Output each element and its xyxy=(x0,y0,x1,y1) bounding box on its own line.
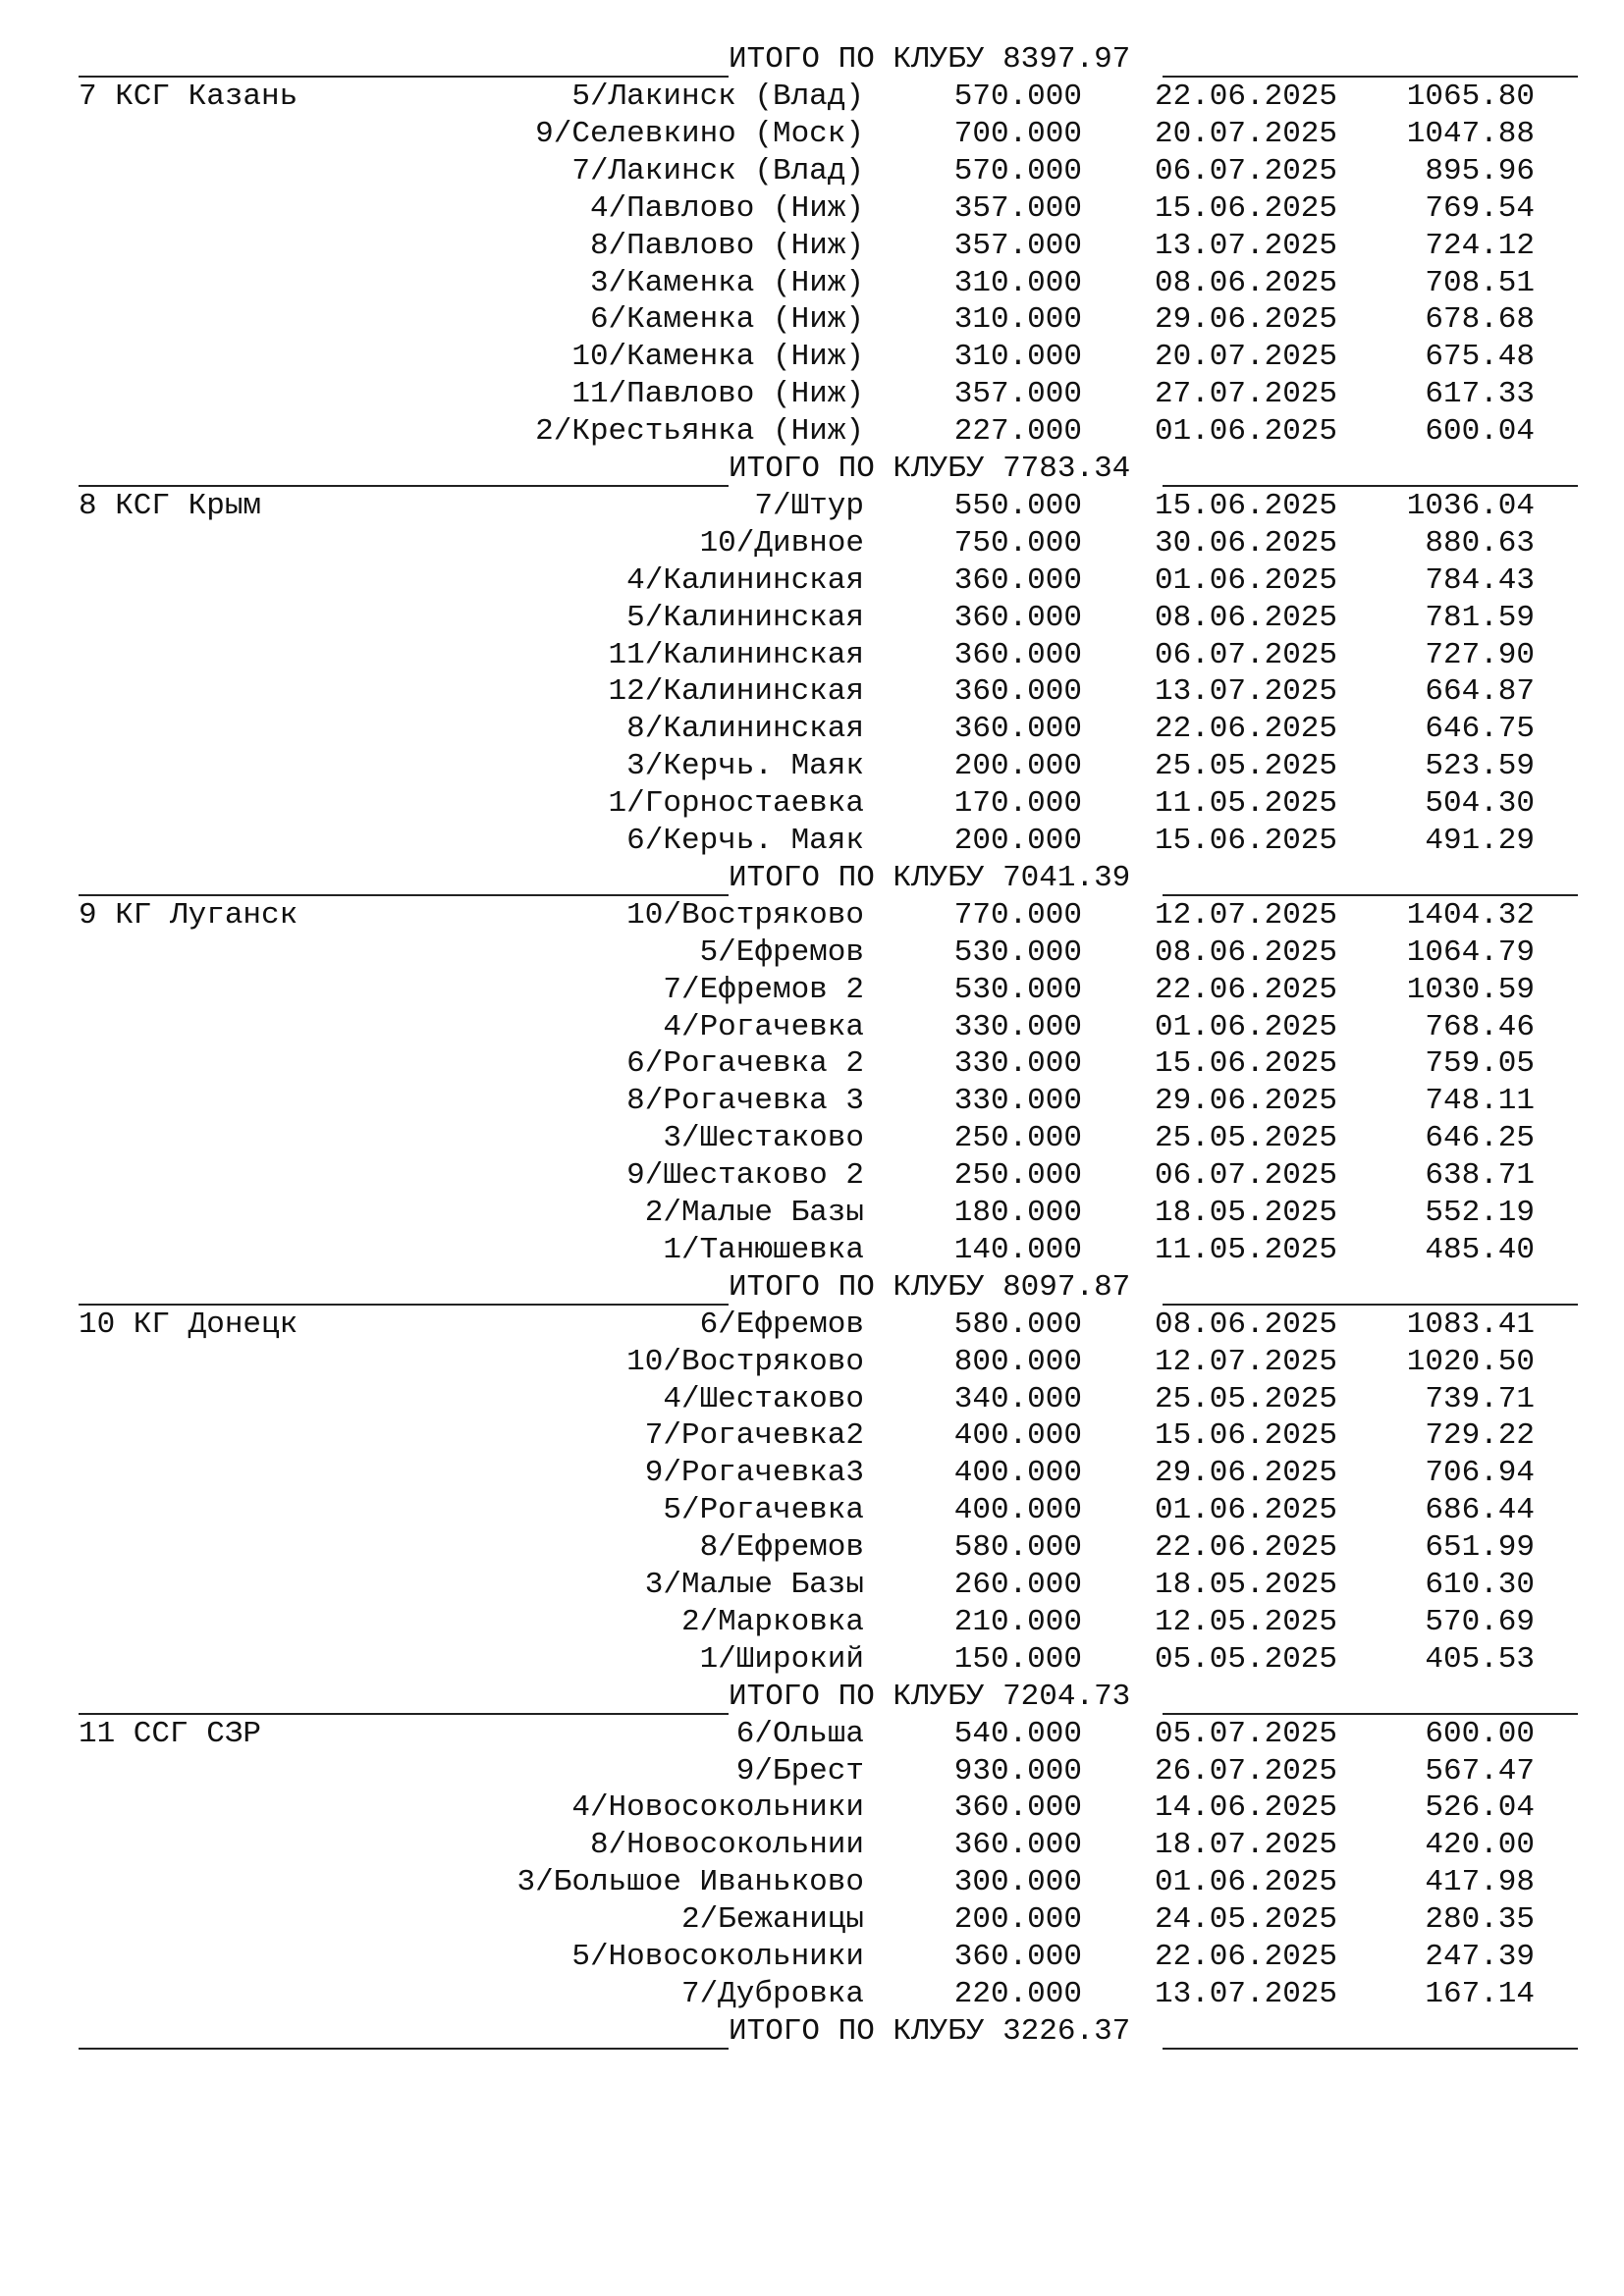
club-total-value: 3226.37 xyxy=(1002,2013,1131,2049)
date-cell: 30.06.2025 xyxy=(1154,525,1337,561)
distance-cell: 210.000 xyxy=(953,1604,1082,1639)
club-total-value: 7783.34 xyxy=(1002,452,1131,486)
separator-line-left xyxy=(79,76,729,78)
table-row xyxy=(0,116,1624,153)
date-cell: 15.06.2025 xyxy=(1154,190,1337,226)
date-cell: 15.06.2025 xyxy=(1154,824,1337,858)
table-row xyxy=(0,1157,1624,1195)
table-row xyxy=(0,1567,1624,1604)
table-row xyxy=(0,972,1624,1009)
date-cell: 22.06.2025 xyxy=(1154,972,1337,1007)
distance-cell: 180.000 xyxy=(953,1196,1082,1230)
score-cell: 675.48 xyxy=(1425,340,1535,375)
distance-cell: 400.000 xyxy=(953,1493,1082,1528)
table-row xyxy=(0,1232,1624,1269)
table-row xyxy=(0,1901,1624,1939)
distance-cell: 250.000 xyxy=(953,1158,1082,1194)
score-cell: 405.53 xyxy=(1425,1641,1535,1677)
table-row xyxy=(0,1381,1624,1418)
score-cell: 1083.41 xyxy=(1406,1307,1535,1342)
score-cell: 280.35 xyxy=(1425,1902,1535,1938)
table-row xyxy=(0,1789,1624,1827)
distance-cell: 150.000 xyxy=(953,1641,1082,1677)
distance-cell: 170.000 xyxy=(953,786,1082,822)
distance-cell: 200.000 xyxy=(953,1902,1082,1938)
score-cell: 729.22 xyxy=(1425,1418,1535,1454)
distance-cell: 200.000 xyxy=(953,824,1082,858)
date-cell: 06.07.2025 xyxy=(1154,153,1337,188)
date-cell: 05.05.2025 xyxy=(1154,1641,1337,1677)
club-total-separator xyxy=(0,2013,1624,2051)
date-cell: 25.05.2025 xyxy=(1154,1121,1337,1156)
stage-cell: 3/Керчь. Маяк xyxy=(626,749,864,784)
score-cell: 759.05 xyxy=(1425,1046,1535,1082)
date-cell: 15.06.2025 xyxy=(1154,1418,1337,1454)
date-cell: 15.06.2025 xyxy=(1154,1046,1337,1082)
separator-line-right xyxy=(1163,894,1578,896)
table-row xyxy=(0,488,1624,525)
separator-line-right xyxy=(1163,76,1578,78)
distance-cell: 570.000 xyxy=(953,153,1082,188)
distance-cell: 330.000 xyxy=(953,1046,1082,1082)
stage-cell: 2/Бежаницы xyxy=(680,1902,864,1938)
club-total-label: ИТОГО ПО КЛУБУ xyxy=(729,1269,985,1305)
distance-cell: 330.000 xyxy=(953,1009,1082,1044)
distance-cell: 530.000 xyxy=(953,934,1082,970)
table-row xyxy=(0,1529,1624,1567)
table-row xyxy=(0,1492,1624,1529)
table-row xyxy=(0,637,1624,674)
club-name: 10 КГ Донецк xyxy=(79,1307,298,1342)
table-row xyxy=(0,1641,1624,1679)
stage-cell: 4/Павлово (Ниж) xyxy=(589,190,864,226)
date-cell: 26.07.2025 xyxy=(1154,1753,1337,1789)
score-cell: 526.04 xyxy=(1425,1790,1535,1826)
club-total-value: 8397.97 xyxy=(1002,42,1131,77)
distance-cell: 360.000 xyxy=(953,600,1082,635)
date-cell: 20.07.2025 xyxy=(1154,340,1337,375)
table-row xyxy=(0,1864,1624,1901)
distance-cell: 530.000 xyxy=(953,972,1082,1007)
distance-cell: 357.000 xyxy=(953,190,1082,226)
date-cell: 06.07.2025 xyxy=(1154,637,1337,672)
stage-cell: 4/Шестаково xyxy=(663,1381,864,1416)
distance-cell: 227.000 xyxy=(953,414,1082,450)
date-cell: 12.07.2025 xyxy=(1154,1344,1337,1379)
table-row xyxy=(0,748,1624,785)
table-row xyxy=(0,1195,1624,1232)
stage-cell: 10/Каменка (Ниж) xyxy=(571,340,864,375)
date-cell: 22.06.2025 xyxy=(1154,80,1337,114)
date-cell: 11.05.2025 xyxy=(1154,786,1337,822)
stage-cell: 5/Рогачевка xyxy=(663,1493,864,1528)
distance-cell: 340.000 xyxy=(953,1381,1082,1416)
club-total-label: ИТОГО ПО КЛУБУ xyxy=(729,2013,985,2049)
distance-cell: 330.000 xyxy=(953,1084,1082,1119)
distance-cell: 357.000 xyxy=(953,228,1082,263)
distance-cell: 750.000 xyxy=(953,525,1082,561)
distance-cell: 930.000 xyxy=(953,1753,1082,1789)
date-cell: 25.05.2025 xyxy=(1154,749,1337,784)
date-cell: 25.05.2025 xyxy=(1154,1381,1337,1416)
table-row xyxy=(0,525,1624,562)
score-cell: 638.71 xyxy=(1425,1158,1535,1194)
club-total-separator xyxy=(0,1269,1624,1307)
stage-cell: 5/Лакинск (Влад) xyxy=(571,80,864,114)
distance-cell: 140.000 xyxy=(953,1232,1082,1267)
table-row xyxy=(0,190,1624,228)
score-cell: 1030.59 xyxy=(1406,972,1535,1007)
distance-cell: 250.000 xyxy=(953,1121,1082,1156)
score-cell: 617.33 xyxy=(1425,377,1535,412)
club-name: 9 КГ Луганск xyxy=(79,897,298,933)
stage-cell: 9/Селевкино (Моск) xyxy=(535,116,864,151)
stage-cell: 4/Рогачевка xyxy=(663,1009,864,1044)
score-cell: 485.40 xyxy=(1425,1232,1535,1267)
date-cell: 24.05.2025 xyxy=(1154,1902,1337,1938)
stage-cell: 7/Ефремов 2 xyxy=(663,972,864,1007)
score-cell: 552.19 xyxy=(1425,1196,1535,1230)
score-cell: 784.43 xyxy=(1425,562,1535,598)
table-row xyxy=(0,1009,1624,1046)
score-cell: 769.54 xyxy=(1425,190,1535,226)
stage-cell: 1/Танюшевка xyxy=(663,1232,864,1267)
club-name: 7 КСГ Казань xyxy=(79,80,298,114)
stage-cell: 5/Новосокольники xyxy=(571,1940,864,1974)
club-name: 8 КСГ Крым xyxy=(79,488,262,523)
separator-line-right xyxy=(1163,1713,1578,1715)
stage-cell: 7/Штур xyxy=(754,488,864,523)
score-cell: 610.30 xyxy=(1425,1568,1535,1602)
table-row xyxy=(0,376,1624,413)
club-total-separator xyxy=(0,451,1624,488)
date-cell: 12.07.2025 xyxy=(1154,897,1337,933)
date-cell: 06.07.2025 xyxy=(1154,1158,1337,1194)
separator-line-right xyxy=(1163,485,1578,487)
distance-cell: 360.000 xyxy=(953,712,1082,747)
score-cell: 880.63 xyxy=(1425,525,1535,561)
score-cell: 895.96 xyxy=(1425,153,1535,188)
score-cell: 646.75 xyxy=(1425,712,1535,747)
date-cell: 13.07.2025 xyxy=(1154,674,1337,710)
distance-cell: 360.000 xyxy=(953,562,1082,598)
score-cell: 748.11 xyxy=(1425,1084,1535,1119)
date-cell: 18.05.2025 xyxy=(1154,1568,1337,1602)
stage-cell: 10/Дивное xyxy=(699,525,864,561)
distance-cell: 300.000 xyxy=(953,1865,1082,1900)
score-cell: 1064.79 xyxy=(1406,934,1535,970)
club-total-value: 7204.73 xyxy=(1002,1679,1131,1714)
stage-cell: 5/Калининская xyxy=(626,600,864,635)
distance-cell: 800.000 xyxy=(953,1344,1082,1379)
score-cell: 706.94 xyxy=(1425,1456,1535,1491)
table-row xyxy=(0,1455,1624,1492)
club-total-label: ИТОГО ПО КЛУБУ xyxy=(729,42,985,77)
distance-cell: 310.000 xyxy=(953,265,1082,300)
score-cell: 491.29 xyxy=(1425,824,1535,858)
score-cell: 1404.32 xyxy=(1406,897,1535,933)
table-row xyxy=(0,413,1624,451)
distance-cell: 310.000 xyxy=(953,340,1082,375)
separator-line-left xyxy=(79,1304,729,1306)
date-cell: 01.06.2025 xyxy=(1154,1493,1337,1528)
stage-cell: 11/Павлово (Ниж) xyxy=(571,377,864,412)
stage-cell: 2/Малые Базы xyxy=(644,1196,864,1230)
stage-cell: 3/Каменка (Ниж) xyxy=(589,265,864,300)
distance-cell: 770.000 xyxy=(953,897,1082,933)
score-cell: 708.51 xyxy=(1425,265,1535,300)
date-cell: 13.07.2025 xyxy=(1154,1976,1337,2011)
date-cell: 29.06.2025 xyxy=(1154,1084,1337,1119)
score-cell: 504.30 xyxy=(1425,786,1535,822)
score-cell: 686.44 xyxy=(1425,1493,1535,1528)
score-cell: 651.99 xyxy=(1425,1530,1535,1566)
table-row xyxy=(0,823,1624,860)
table-row xyxy=(0,153,1624,190)
club-total-label: ИТОГО ПО КЛУБУ xyxy=(729,452,985,486)
score-cell: 1020.50 xyxy=(1406,1344,1535,1379)
club-total-text xyxy=(729,1269,1130,1307)
distance-cell: 400.000 xyxy=(953,1456,1082,1491)
stage-cell: 10/Востряково xyxy=(626,1344,864,1379)
date-cell: 01.06.2025 xyxy=(1154,562,1337,598)
score-cell: 678.68 xyxy=(1425,302,1535,338)
stage-cell: 3/Большое Иваньково xyxy=(516,1865,864,1900)
stage-cell: 4/Новосокольники xyxy=(571,1790,864,1826)
club-total-separator xyxy=(0,41,1624,79)
date-cell: 01.06.2025 xyxy=(1154,1865,1337,1900)
distance-cell: 357.000 xyxy=(953,377,1082,412)
date-cell: 29.06.2025 xyxy=(1154,302,1337,338)
stage-cell: 3/Малые Базы xyxy=(644,1568,864,1602)
score-cell: 1036.04 xyxy=(1406,488,1535,523)
table-row xyxy=(0,1827,1624,1864)
date-cell: 27.07.2025 xyxy=(1154,377,1337,412)
stage-cell: 7/Лакинск (Влад) xyxy=(571,153,864,188)
date-cell: 20.07.2025 xyxy=(1154,116,1337,151)
score-cell: 1065.80 xyxy=(1406,80,1535,114)
stage-cell: 8/Рогачевка 3 xyxy=(626,1084,864,1119)
distance-cell: 360.000 xyxy=(953,1940,1082,1974)
table-row xyxy=(0,934,1624,972)
separator-line-left xyxy=(79,894,729,896)
date-cell: 22.06.2025 xyxy=(1154,1940,1337,1974)
date-cell: 12.05.2025 xyxy=(1154,1604,1337,1639)
distance-cell: 260.000 xyxy=(953,1568,1082,1602)
table-row xyxy=(0,1716,1624,1753)
stage-cell: 12/Калининская xyxy=(608,674,864,710)
score-cell: 567.47 xyxy=(1425,1753,1535,1789)
stage-cell: 7/Рогачевка2 xyxy=(644,1418,864,1454)
table-row xyxy=(0,1307,1624,1344)
club-total-text xyxy=(729,451,1130,488)
date-cell: 01.06.2025 xyxy=(1154,1009,1337,1044)
table-row xyxy=(0,1753,1624,1790)
table-row xyxy=(0,785,1624,823)
club-total-label: ИТОГО ПО КЛУБУ xyxy=(729,1679,985,1714)
separator-line-left xyxy=(79,485,729,487)
table-row xyxy=(0,562,1624,600)
separator-line-right xyxy=(1163,1304,1578,1306)
date-cell: 15.06.2025 xyxy=(1154,488,1337,523)
score-cell: 727.90 xyxy=(1425,637,1535,672)
score-cell: 739.71 xyxy=(1425,1381,1535,1416)
distance-cell: 360.000 xyxy=(953,637,1082,672)
club-name: 11 ССГ СЗР xyxy=(79,1716,262,1751)
table-row xyxy=(0,897,1624,934)
date-cell: 11.05.2025 xyxy=(1154,1232,1337,1267)
date-cell: 29.06.2025 xyxy=(1154,1456,1337,1491)
stage-cell: 4/Калининская xyxy=(626,562,864,598)
score-cell: 570.69 xyxy=(1425,1604,1535,1639)
score-cell: 781.59 xyxy=(1425,600,1535,635)
date-cell: 22.06.2025 xyxy=(1154,712,1337,747)
distance-cell: 310.000 xyxy=(953,302,1082,338)
club-total-separator xyxy=(0,860,1624,897)
table-row xyxy=(0,301,1624,339)
stage-cell: 8/Павлово (Ниж) xyxy=(589,228,864,263)
table-row xyxy=(0,600,1624,637)
distance-cell: 220.000 xyxy=(953,1976,1082,2011)
date-cell: 13.07.2025 xyxy=(1154,228,1337,263)
distance-cell: 360.000 xyxy=(953,1790,1082,1826)
score-cell: 167.14 xyxy=(1425,1976,1535,2011)
date-cell: 08.06.2025 xyxy=(1154,934,1337,970)
score-cell: 600.04 xyxy=(1425,414,1535,450)
date-cell: 01.06.2025 xyxy=(1154,414,1337,450)
table-row xyxy=(0,1976,1624,2013)
score-cell: 523.59 xyxy=(1425,749,1535,784)
club-total-separator xyxy=(0,1679,1624,1716)
distance-cell: 400.000 xyxy=(953,1418,1082,1454)
score-cell: 247.39 xyxy=(1425,1940,1535,1974)
score-cell: 646.25 xyxy=(1425,1121,1535,1156)
distance-cell: 200.000 xyxy=(953,749,1082,784)
distance-cell: 580.000 xyxy=(953,1307,1082,1342)
stage-cell: 7/Дубровка xyxy=(680,1976,864,2011)
stage-cell: 6/Керчь. Маяк xyxy=(626,824,864,858)
table-row xyxy=(0,228,1624,265)
score-cell: 664.87 xyxy=(1425,674,1535,710)
stage-cell: 1/Горностаевка xyxy=(608,786,864,822)
stage-cell: 2/Крестьянка (Ниж) xyxy=(535,414,864,450)
stage-cell: 6/Ефремов xyxy=(699,1307,864,1342)
date-cell: 08.06.2025 xyxy=(1154,600,1337,635)
stage-cell: 6/Ольша xyxy=(735,1716,864,1751)
table-row xyxy=(0,339,1624,376)
table-row xyxy=(0,79,1624,116)
club-total-text xyxy=(729,1679,1130,1716)
stage-cell: 9/Рогачевка3 xyxy=(644,1456,864,1491)
distance-cell: 580.000 xyxy=(953,1530,1082,1566)
distance-cell: 550.000 xyxy=(953,488,1082,523)
separator-line-left xyxy=(79,1713,729,1715)
club-total-text xyxy=(729,41,1130,79)
table-row xyxy=(0,673,1624,711)
table-row xyxy=(0,1604,1624,1641)
stage-cell: 2/Марковка xyxy=(680,1604,864,1639)
date-cell: 18.05.2025 xyxy=(1154,1196,1337,1230)
stage-cell: 1/Широкий xyxy=(699,1641,864,1677)
distance-cell: 570.000 xyxy=(953,80,1082,114)
club-total-value: 8097.87 xyxy=(1002,1269,1131,1305)
score-cell: 417.98 xyxy=(1425,1865,1535,1900)
date-cell: 05.07.2025 xyxy=(1154,1716,1337,1751)
date-cell: 14.06.2025 xyxy=(1154,1790,1337,1826)
score-cell: 600.00 xyxy=(1425,1716,1535,1751)
club-total-text xyxy=(729,2013,1130,2051)
stage-cell: 5/Ефремов xyxy=(699,934,864,970)
stage-cell: 3/Шестаково xyxy=(663,1121,864,1156)
score-cell: 1047.88 xyxy=(1406,116,1535,151)
score-cell: 724.12 xyxy=(1425,228,1535,263)
distance-cell: 700.000 xyxy=(953,116,1082,151)
stage-cell: 9/Брест xyxy=(735,1753,864,1789)
date-cell: 22.06.2025 xyxy=(1154,1530,1337,1566)
stage-cell: 8/Новосокольнии xyxy=(589,1828,864,1863)
table-row xyxy=(0,1417,1624,1455)
stage-cell: 8/Ефремов xyxy=(699,1530,864,1566)
score-cell: 768.46 xyxy=(1425,1009,1535,1044)
date-cell: 08.06.2025 xyxy=(1154,265,1337,300)
table-row xyxy=(0,1045,1624,1083)
club-total-value: 7041.39 xyxy=(1002,860,1131,895)
separator-line-left xyxy=(79,2048,729,2050)
stage-cell: 9/Шестаково 2 xyxy=(626,1158,864,1194)
distance-cell: 540.000 xyxy=(953,1716,1082,1751)
distance-cell: 360.000 xyxy=(953,1828,1082,1863)
stage-cell: 10/Востряково xyxy=(626,897,864,933)
date-cell: 18.07.2025 xyxy=(1154,1828,1337,1863)
stage-cell: 6/Каменка (Ниж) xyxy=(589,302,864,338)
club-total-label: ИТОГО ПО КЛУБУ xyxy=(729,860,985,895)
separator-line-right xyxy=(1163,2048,1578,2050)
table-row xyxy=(0,1939,1624,1976)
stage-cell: 11/Калининская xyxy=(608,637,864,672)
table-row xyxy=(0,1344,1624,1381)
date-cell: 08.06.2025 xyxy=(1154,1307,1337,1342)
score-cell: 420.00 xyxy=(1425,1828,1535,1863)
table-row xyxy=(0,711,1624,748)
table-row xyxy=(0,1120,1624,1157)
table-row xyxy=(0,265,1624,302)
club-total-text xyxy=(729,860,1130,897)
table-row xyxy=(0,1083,1624,1120)
distance-cell: 360.000 xyxy=(953,674,1082,710)
stage-cell: 8/Калининская xyxy=(626,712,864,747)
stage-cell: 6/Рогачевка 2 xyxy=(626,1046,864,1082)
